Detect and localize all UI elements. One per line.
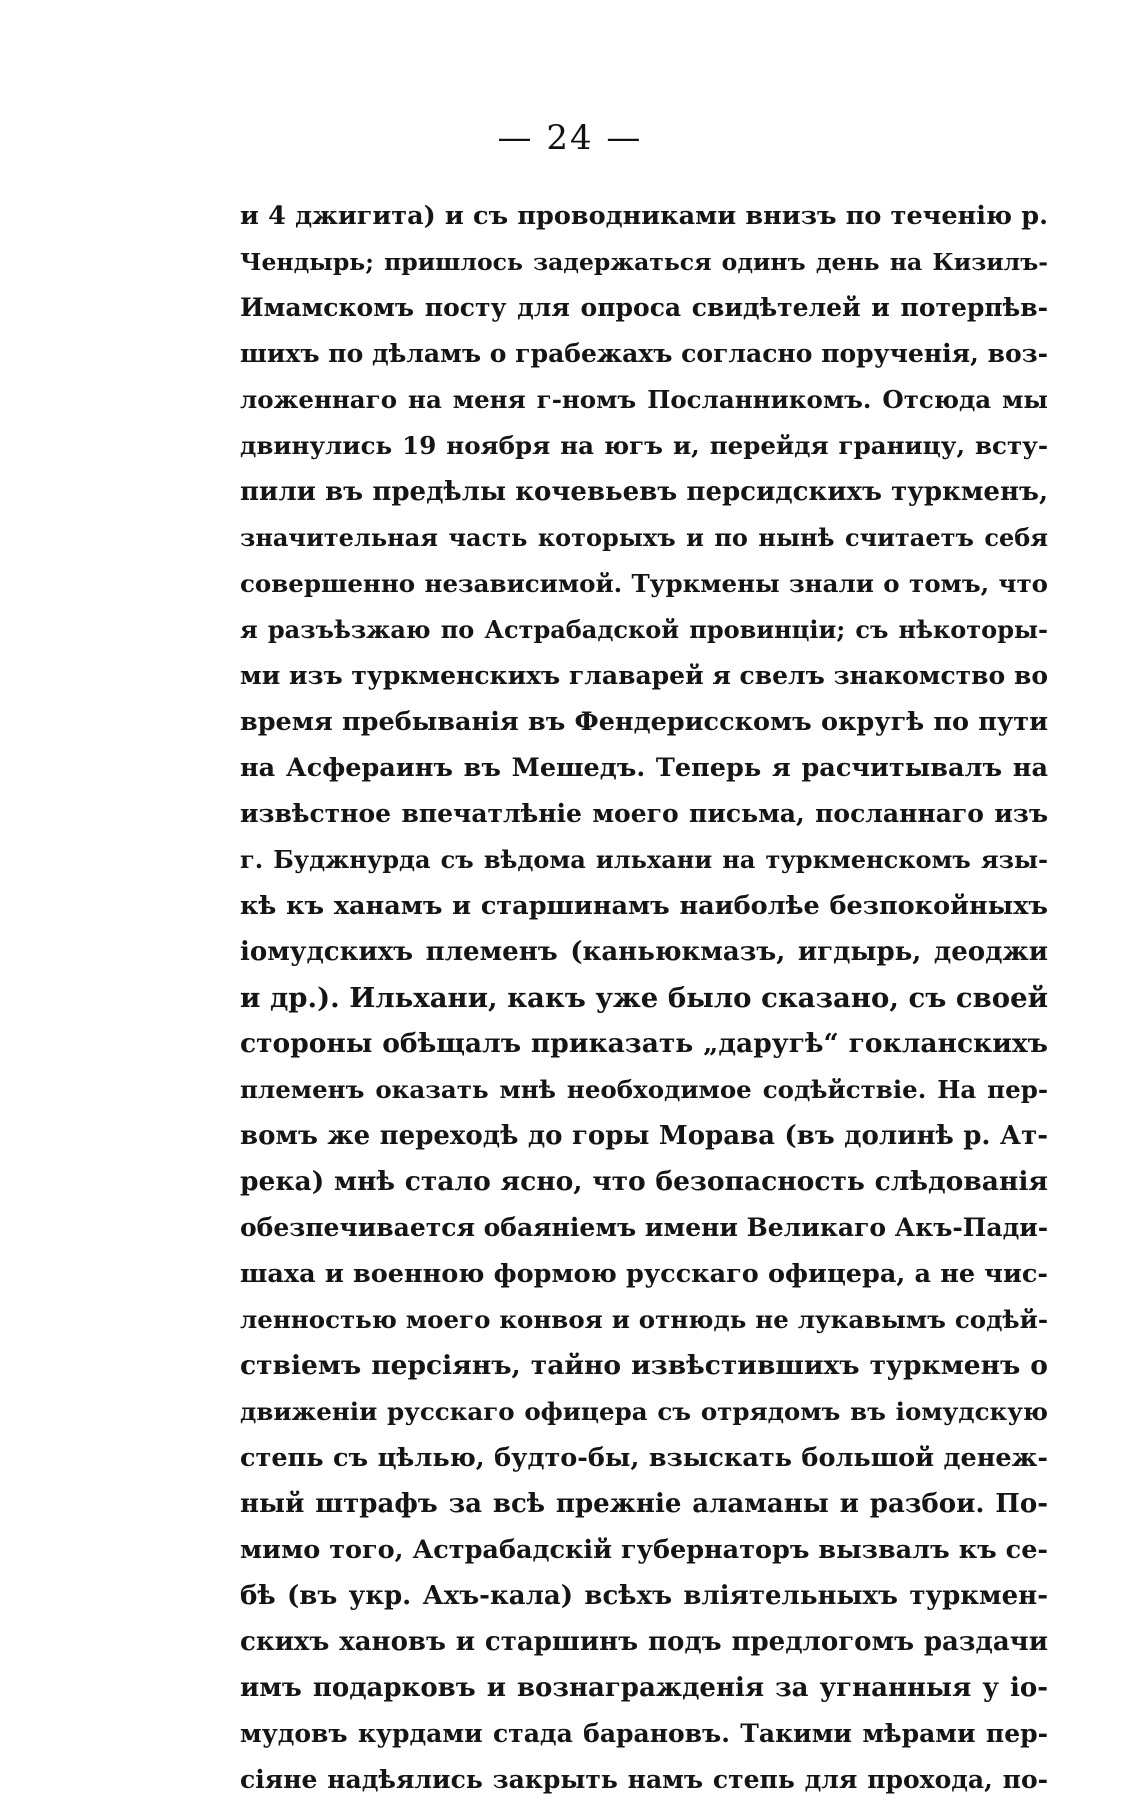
text-line: совершенно независимой. Туркмены знали о томъ, что: [240, 569, 1048, 598]
text-line: на Асфераинъ въ Мешедъ. Теперь я расчитывалъ на: [240, 753, 1048, 783]
text-line: движеніи русскаго офицера съ отрядомъ въ іомудскую: [240, 1397, 1048, 1426]
text-line: время пребыванія въ Фендерисскомъ округѣ по пути: [240, 707, 1048, 737]
text-line: вомъ же переходѣ до горы Морава (въ долинѣ р. Ат-: [240, 1121, 1048, 1151]
text-line: мудовъ курдами стада барановъ. Такими мѣрами пер-: [240, 1719, 1048, 1748]
text-line: ми изъ туркменскихъ главарей я свелъ знакомство во: [240, 661, 1048, 690]
text-line: шаха и военною формою русскаго офицера, а не чис-: [240, 1259, 1048, 1289]
text-line: двинулись 19 ноября на югъ и, перейдя границу, всту-: [240, 431, 1048, 460]
text-line: мимо того, Астрабадскій губернаторъ вызвалъ къ се-: [240, 1535, 1048, 1565]
text-line: сіяне надѣялись закрыть намъ степь для прохода, по-: [240, 1765, 1048, 1794]
text-line: Чендырь; пришлось задержаться одинъ день на Кизилъ-: [240, 248, 1048, 276]
body-text: [240, 193, 1048, 1803]
text-line: ложеннаго на меня г-номъ Посланникомъ. Отсюда мы: [240, 385, 1048, 414]
text-line: стороны обѣщалъ приказать „даругѣ“ гокланскихъ: [240, 1028, 1048, 1059]
text-line: значительная часть которыхъ и по нынѣ считаетъ себя: [240, 523, 1048, 552]
text-line: обезпечивается обаяніемъ имени Великаго Акъ-Пади-: [240, 1213, 1048, 1242]
text-line: кѣ къ ханамъ и старшинамъ наиболѣе безпокойныхъ: [240, 891, 1048, 921]
text-line: ленностью моего конвоя и отнюдь не лукавымъ содѣй-: [240, 1305, 1048, 1334]
text-line: степь съ цѣлью, будто-бы, взыскать большой денеж-: [240, 1443, 1048, 1473]
text-line: ствіемъ персіянъ, тайно извѣстившихъ туркменъ о: [240, 1350, 1048, 1381]
text-line: пили въ предѣлы кочевьевъ персидскихъ туркменъ,: [240, 477, 1048, 507]
text-line: имъ подарковъ и вознагражденія за угнанныя у іо-: [240, 1673, 1048, 1703]
text-line: іомудскихъ племенъ (каньюкмазъ, игдырь, деоджи: [240, 937, 1048, 967]
text-line: шихъ по дѣламъ о грабежахъ согласно порученія, воз-: [240, 339, 1048, 368]
text-line: я разъѣзжаю по Астрабадской провинціи; съ нѣкоторы-: [240, 615, 1048, 644]
text-line: и 4 джигита) и съ проводниками внизъ по теченію р.: [240, 201, 1048, 231]
text-line: бѣ (въ укр. Ахъ-кала) всѣхъ вліятельныхъ туркмен-: [240, 1581, 1048, 1611]
text-line: река) мнѣ стало ясно, что безопасность слѣдованія: [240, 1166, 1048, 1197]
text-line: извѣстное впечатлѣніе моего письма, посланнаго изъ: [240, 799, 1048, 828]
text-line: Имамскомъ посту для опроса свидѣтелей и потерпѣв-: [240, 293, 1048, 322]
text-line: ный штрафъ за всѣ прежніе аламаны и разбои. По-: [240, 1489, 1048, 1519]
text-line: племенъ оказать мнѣ необходимое содѣйствіе. На пер-: [240, 1075, 1048, 1104]
text-line: и др.). Ильхани, какъ уже было сказано, съ своей: [240, 982, 1048, 1014]
text-line: г. Буджнурда съ вѣдома ильхани на туркменскомъ язы-: [240, 845, 1048, 874]
page-number: — 24 —: [497, 118, 643, 158]
text-line: скихъ хановъ и старшинъ подъ предлогомъ раздачи: [240, 1627, 1048, 1657]
